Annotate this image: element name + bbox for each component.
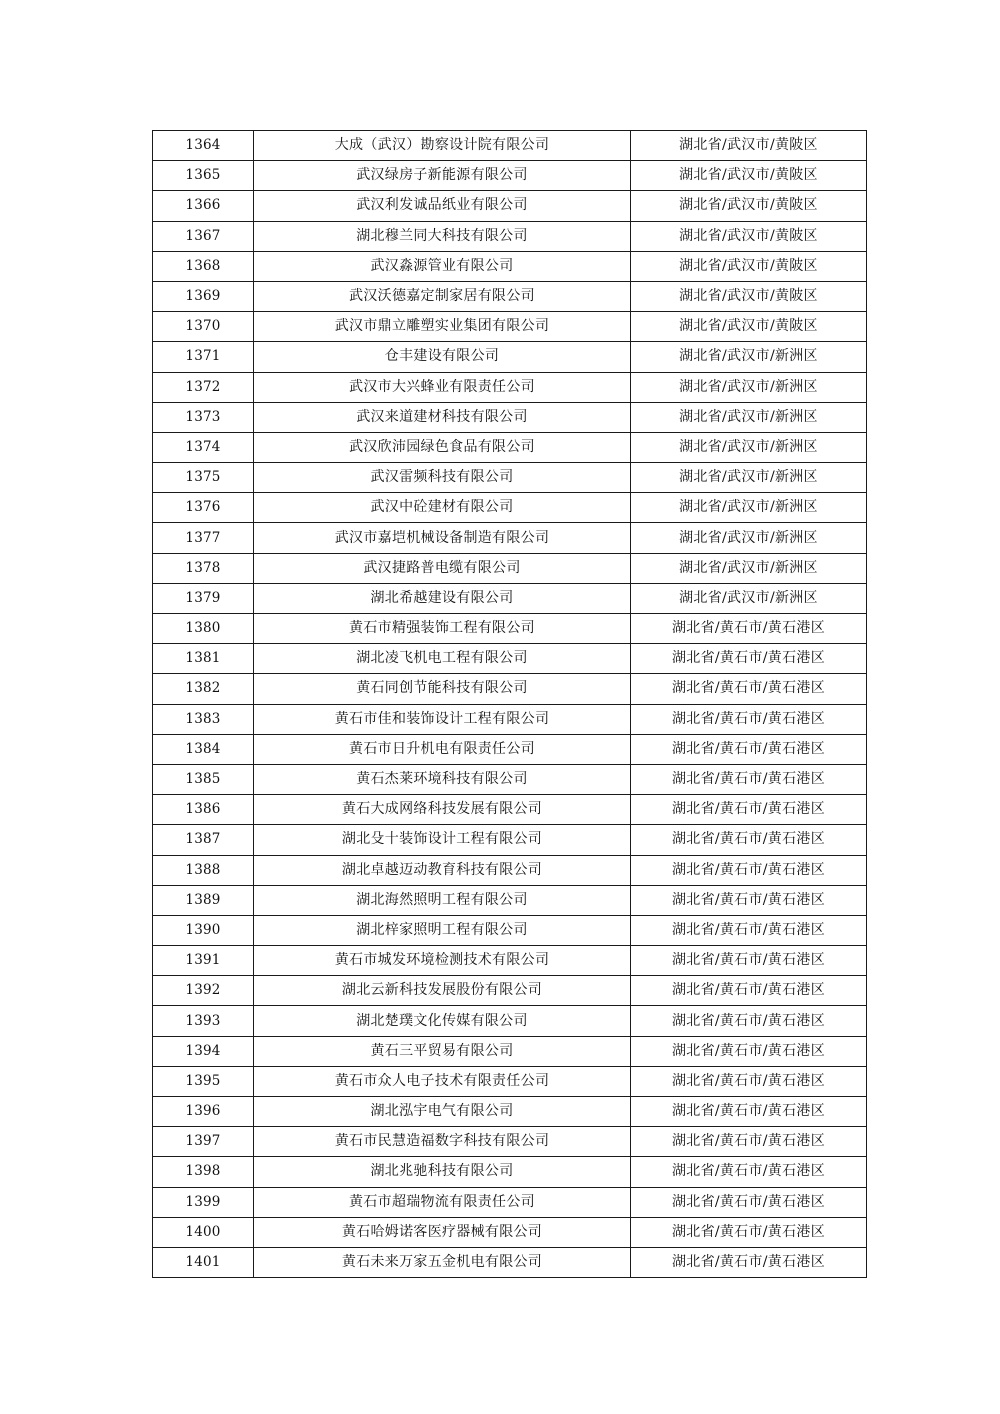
region-cell: 湖北省/武汉市/新洲区 bbox=[631, 432, 867, 462]
row-number-cell: 1391 bbox=[153, 946, 254, 976]
row-number-cell: 1381 bbox=[153, 644, 254, 674]
table-row bbox=[153, 1036, 867, 1066]
table-row bbox=[153, 251, 867, 281]
company-name-cell: 黄石市众人电子技术有限责任公司 bbox=[254, 1066, 631, 1096]
company-name-cell: 黄石市超瑞物流有限责任公司 bbox=[254, 1187, 631, 1217]
row-number-cell: 1373 bbox=[153, 402, 254, 432]
table-row bbox=[153, 131, 867, 161]
company-name-cell: 武汉中砼建材有限公司 bbox=[254, 493, 631, 523]
company-name-cell: 大成（武汉）勘察设计院有限公司 bbox=[254, 131, 631, 161]
region-cell: 湖北省/武汉市/新洲区 bbox=[631, 553, 867, 583]
table-row bbox=[153, 885, 867, 915]
row-number-cell: 1394 bbox=[153, 1036, 254, 1066]
row-number-cell: 1367 bbox=[153, 221, 254, 251]
row-number-cell: 1393 bbox=[153, 1006, 254, 1036]
row-number-cell: 1382 bbox=[153, 674, 254, 704]
row-number-cell: 1390 bbox=[153, 915, 254, 945]
table-row bbox=[153, 221, 867, 251]
table-row bbox=[153, 795, 867, 825]
company-name-cell: 武汉沃德嘉定制家居有限公司 bbox=[254, 281, 631, 311]
region-cell: 湖北省/武汉市/黄陂区 bbox=[631, 281, 867, 311]
company-name-cell: 黄石哈姆诺客医疗器械有限公司 bbox=[254, 1217, 631, 1247]
region-cell: 湖北省/武汉市/新洲区 bbox=[631, 463, 867, 493]
company-name-cell: 湖北希越建设有限公司 bbox=[254, 583, 631, 613]
region-cell: 湖北省/黄石市/黄石港区 bbox=[631, 825, 867, 855]
region-cell: 湖北省/武汉市/新洲区 bbox=[631, 583, 867, 613]
row-number-cell: 1380 bbox=[153, 614, 254, 644]
row-number-cell: 1368 bbox=[153, 251, 254, 281]
row-number-cell: 1397 bbox=[153, 1127, 254, 1157]
table-row bbox=[153, 432, 867, 462]
region-cell: 湖北省/武汉市/黄陂区 bbox=[631, 191, 867, 221]
table-row bbox=[153, 463, 867, 493]
table-row bbox=[153, 1066, 867, 1096]
row-number-cell: 1375 bbox=[153, 463, 254, 493]
row-number-cell: 1383 bbox=[153, 704, 254, 734]
row-number-cell: 1369 bbox=[153, 281, 254, 311]
company-name-cell: 武汉市鼎立雕塑实业集团有限公司 bbox=[254, 312, 631, 342]
company-name-cell: 湖北海然照明工程有限公司 bbox=[254, 885, 631, 915]
company-name-cell: 湖北兆驰科技有限公司 bbox=[254, 1157, 631, 1187]
table-row bbox=[153, 915, 867, 945]
region-cell: 湖北省/武汉市/黄陂区 bbox=[631, 161, 867, 191]
company-name-cell: 武汉市嘉垲机械设备制造有限公司 bbox=[254, 523, 631, 553]
region-cell: 湖北省/黄石市/黄石港区 bbox=[631, 644, 867, 674]
table-row bbox=[153, 553, 867, 583]
region-cell: 湖北省/武汉市/黄陂区 bbox=[631, 221, 867, 251]
region-cell: 湖北省/黄石市/黄石港区 bbox=[631, 614, 867, 644]
table-row bbox=[153, 734, 867, 764]
company-name-cell: 武汉市大兴蜂业有限责任公司 bbox=[254, 372, 631, 402]
row-number-cell: 1377 bbox=[153, 523, 254, 553]
company-name-cell: 湖北云新科技发展股份有限公司 bbox=[254, 976, 631, 1006]
region-cell: 湖北省/黄石市/黄石港区 bbox=[631, 1187, 867, 1217]
company-name-cell: 黄石大成网络科技发展有限公司 bbox=[254, 795, 631, 825]
region-cell: 湖北省/黄石市/黄石港区 bbox=[631, 1127, 867, 1157]
row-number-cell: 1366 bbox=[153, 191, 254, 221]
company-name-cell: 武汉绿房子新能源有限公司 bbox=[254, 161, 631, 191]
table-row bbox=[153, 976, 867, 1006]
row-number-cell: 1374 bbox=[153, 432, 254, 462]
region-cell: 湖北省/武汉市/新洲区 bbox=[631, 372, 867, 402]
row-number-cell: 1399 bbox=[153, 1187, 254, 1217]
table-row bbox=[153, 281, 867, 311]
company-list-body bbox=[153, 131, 867, 1278]
company-name-cell: 黄石市佳和装饰设计工程有限公司 bbox=[254, 704, 631, 734]
table-row bbox=[153, 1247, 867, 1277]
company-name-cell: 黄石市日升机电有限责任公司 bbox=[254, 734, 631, 764]
table-row bbox=[153, 342, 867, 372]
company-name-cell: 黄石杰莱环境科技有限公司 bbox=[254, 764, 631, 794]
region-cell: 湖北省/黄石市/黄石港区 bbox=[631, 885, 867, 915]
region-cell: 湖北省/武汉市/新洲区 bbox=[631, 493, 867, 523]
row-number-cell: 1364 bbox=[153, 131, 254, 161]
table-row bbox=[153, 644, 867, 674]
table-row bbox=[153, 1006, 867, 1036]
company-name-cell: 湖北梓家照明工程有限公司 bbox=[254, 915, 631, 945]
row-number-cell: 1371 bbox=[153, 342, 254, 372]
company-name-cell: 黄石三平贸易有限公司 bbox=[254, 1036, 631, 1066]
company-name-cell: 武汉利发诚品纸业有限公司 bbox=[254, 191, 631, 221]
table-row bbox=[153, 312, 867, 342]
company-name-cell: 武汉欣沛园绿色食品有限公司 bbox=[254, 432, 631, 462]
row-number-cell: 1401 bbox=[153, 1247, 254, 1277]
table-row bbox=[153, 1097, 867, 1127]
region-cell: 湖北省/武汉市/新洲区 bbox=[631, 402, 867, 432]
row-number-cell: 1395 bbox=[153, 1066, 254, 1096]
table-row bbox=[153, 402, 867, 432]
region-cell: 湖北省/黄石市/黄石港区 bbox=[631, 764, 867, 794]
region-cell: 湖北省/武汉市/黄陂区 bbox=[631, 312, 867, 342]
row-number-cell: 1389 bbox=[153, 885, 254, 915]
company-name-cell: 黄石市城发环境检测技术有限公司 bbox=[254, 946, 631, 976]
table-row bbox=[153, 704, 867, 734]
row-number-cell: 1372 bbox=[153, 372, 254, 402]
region-cell: 湖北省/黄石市/黄石港区 bbox=[631, 976, 867, 1006]
row-number-cell: 1379 bbox=[153, 583, 254, 613]
table-row bbox=[153, 523, 867, 553]
row-number-cell: 1386 bbox=[153, 795, 254, 825]
region-cell: 湖北省/黄石市/黄石港区 bbox=[631, 855, 867, 885]
region-cell: 湖北省/黄石市/黄石港区 bbox=[631, 1006, 867, 1036]
region-cell: 湖北省/黄石市/黄石港区 bbox=[631, 1097, 867, 1127]
table-row bbox=[153, 825, 867, 855]
company-name-cell: 湖北穆兰同大科技有限公司 bbox=[254, 221, 631, 251]
table-row bbox=[153, 1127, 867, 1157]
table-row bbox=[153, 583, 867, 613]
row-number-cell: 1392 bbox=[153, 976, 254, 1006]
region-cell: 湖北省/黄石市/黄石港区 bbox=[631, 734, 867, 764]
company-name-cell: 湖北殳十装饰设计工程有限公司 bbox=[254, 825, 631, 855]
region-cell: 湖北省/黄石市/黄石港区 bbox=[631, 795, 867, 825]
company-name-cell: 黄石未来万家五金机电有限公司 bbox=[254, 1247, 631, 1277]
table-row bbox=[153, 764, 867, 794]
region-cell: 湖北省/武汉市/新洲区 bbox=[631, 523, 867, 553]
company-name-cell: 湖北卓越迈动教育科技有限公司 bbox=[254, 855, 631, 885]
row-number-cell: 1370 bbox=[153, 312, 254, 342]
region-cell: 湖北省/黄石市/黄石港区 bbox=[631, 1036, 867, 1066]
company-name-cell: 武汉雷频科技有限公司 bbox=[254, 463, 631, 493]
row-number-cell: 1376 bbox=[153, 493, 254, 523]
row-number-cell: 1384 bbox=[153, 734, 254, 764]
region-cell: 湖北省/黄石市/黄石港区 bbox=[631, 1066, 867, 1096]
table-row bbox=[153, 946, 867, 976]
company-name-cell: 黄石市精强装饰工程有限公司 bbox=[254, 614, 631, 644]
company-name-cell: 黄石同创节能科技有限公司 bbox=[254, 674, 631, 704]
row-number-cell: 1365 bbox=[153, 161, 254, 191]
company-name-cell: 仓丰建设有限公司 bbox=[254, 342, 631, 372]
company-name-cell: 武汉淼源管业有限公司 bbox=[254, 251, 631, 281]
table-row bbox=[153, 493, 867, 523]
region-cell: 湖北省/黄石市/黄石港区 bbox=[631, 1247, 867, 1277]
region-cell: 湖北省/武汉市/新洲区 bbox=[631, 342, 867, 372]
region-cell: 湖北省/黄石市/黄石港区 bbox=[631, 946, 867, 976]
row-number-cell: 1378 bbox=[153, 553, 254, 583]
table-row bbox=[153, 191, 867, 221]
row-number-cell: 1385 bbox=[153, 764, 254, 794]
region-cell: 湖北省/黄石市/黄石港区 bbox=[631, 1157, 867, 1187]
region-cell: 湖北省/武汉市/黄陂区 bbox=[631, 251, 867, 281]
row-number-cell: 1396 bbox=[153, 1097, 254, 1127]
company-name-cell: 湖北泓宇电气有限公司 bbox=[254, 1097, 631, 1127]
company-name-cell: 湖北凌飞机电工程有限公司 bbox=[254, 644, 631, 674]
table-row bbox=[153, 1157, 867, 1187]
row-number-cell: 1400 bbox=[153, 1217, 254, 1247]
table-row bbox=[153, 1187, 867, 1217]
company-list-table bbox=[152, 130, 867, 1278]
row-number-cell: 1387 bbox=[153, 825, 254, 855]
table-row bbox=[153, 614, 867, 644]
row-number-cell: 1398 bbox=[153, 1157, 254, 1187]
region-cell: 湖北省/黄石市/黄石港区 bbox=[631, 1217, 867, 1247]
company-name-cell: 黄石市民慧造福数字科技有限公司 bbox=[254, 1127, 631, 1157]
region-cell: 湖北省/武汉市/黄陂区 bbox=[631, 131, 867, 161]
company-name-cell: 武汉捷路普电缆有限公司 bbox=[254, 553, 631, 583]
region-cell: 湖北省/黄石市/黄石港区 bbox=[631, 674, 867, 704]
table-row bbox=[153, 855, 867, 885]
table-row bbox=[153, 1217, 867, 1247]
region-cell: 湖北省/黄石市/黄石港区 bbox=[631, 704, 867, 734]
row-number-cell: 1388 bbox=[153, 855, 254, 885]
region-cell: 湖北省/黄石市/黄石港区 bbox=[631, 915, 867, 945]
company-name-cell: 武汉来道建材科技有限公司 bbox=[254, 402, 631, 432]
company-name-cell: 湖北楚璞文化传媒有限公司 bbox=[254, 1006, 631, 1036]
table-row bbox=[153, 674, 867, 704]
table-row bbox=[153, 161, 867, 191]
table-row bbox=[153, 372, 867, 402]
